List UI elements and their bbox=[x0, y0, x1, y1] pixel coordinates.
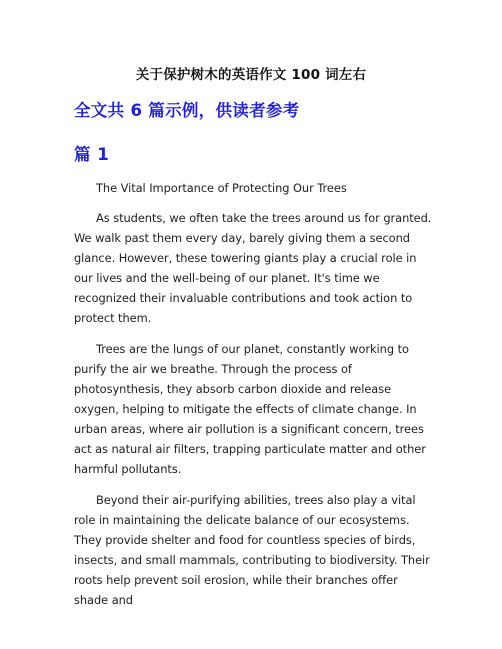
essay-paragraph-1: As students, we often take the trees around us for granted. We walk past them every day, barely giving them a second glance. However, these towering giants play a crucial role in our lives and the well-being of our planet. It's time we recognized their invaluable contributions and took action to protect them. bbox=[74, 211, 432, 325]
essay-title: The Vital Importance of Protecting Our Trees bbox=[96, 181, 347, 195]
essay-paragraph-2: Trees are the lungs of our planet, constantly working to purify the air we breathe. Through the process of photosynthesis, they absorb carbon dioxide and release oxygen, helping to mitigate the effects of climate change. In urban areas, where air pollution is a significant concern, trees act as natural air filters, trapping particulate matter and other harmful pollutants. bbox=[74, 342, 426, 476]
document-title: 关于保护树木的英语作文 100 词左右 bbox=[135, 67, 367, 83]
document-subtitle: 全文共 6 篇示例，供读者参考 bbox=[74, 101, 300, 120]
section-heading: 篇 1 bbox=[74, 145, 110, 164]
essay-body bbox=[74, 178, 434, 621]
essay-paragraph-3: Beyond their air-purifying abilities, trees also play a vital role in maintaining the delicate balance of our ecosystems. They provide shelter and food for countless species of birds, insects, and small mammals, contributing to biodiversity. Their roots help prevent soil erosion, while their branches offer shade and bbox=[74, 493, 430, 607]
